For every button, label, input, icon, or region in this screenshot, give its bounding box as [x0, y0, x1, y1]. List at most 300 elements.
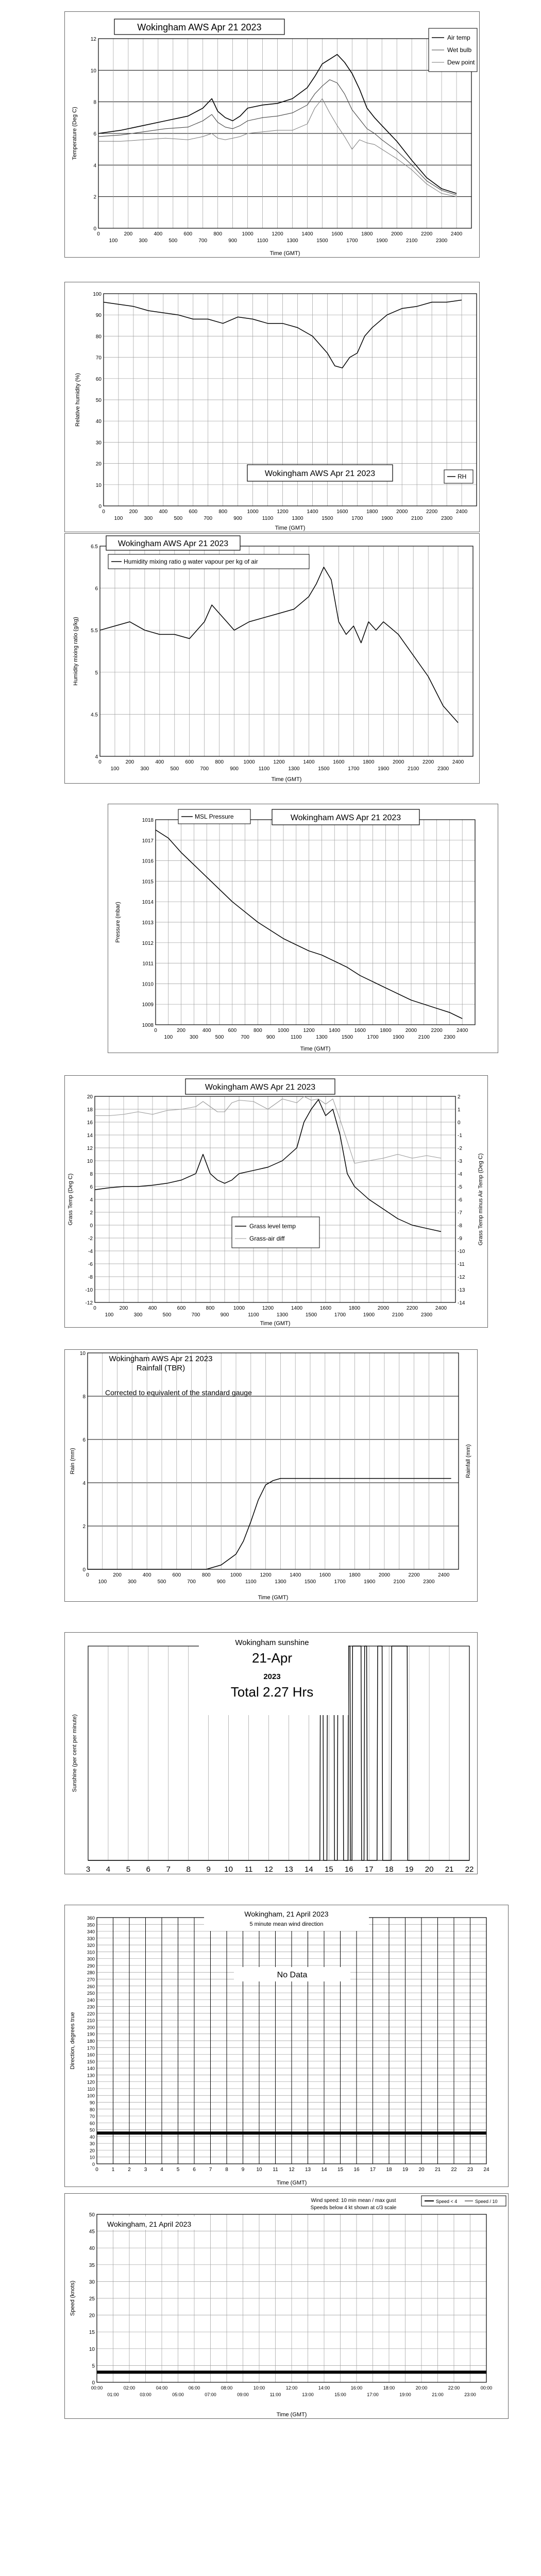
y-tick-label: 8: [90, 1172, 93, 1177]
legend-label: Wet bulb: [447, 46, 472, 54]
x-tick-label: 2300: [435, 238, 448, 244]
y-tick-label-right: -14: [458, 1300, 465, 1306]
y-axis-label: Sunshine (per cent per minute): [72, 1714, 78, 1792]
y-tick-label: 4: [90, 1197, 93, 1203]
y-tick-label: 4.5: [91, 712, 98, 718]
y-tick-label: 230: [87, 2004, 95, 2010]
y-tick-label: 290: [87, 1963, 95, 1969]
x-tick-label: 17: [369, 2167, 376, 2173]
x-tick-label: 400: [202, 1028, 211, 1033]
y-tick-label: 12: [87, 1146, 93, 1151]
x-tick-label: 21:00: [432, 2392, 444, 2397]
y-tick-label: 50: [89, 2127, 95, 2133]
y-tick-label-right: -6: [458, 1197, 462, 1203]
x-tick-label: 12: [289, 2167, 295, 2173]
chart-panel-wind-speed: [64, 2193, 509, 2419]
y-tick-label: 190: [87, 2031, 95, 2037]
x-tick-label: 1: [111, 2167, 115, 2173]
y-axis-label: Speed (knots): [70, 2280, 76, 2316]
y-tick-label: 10: [95, 482, 102, 488]
chart-panel-grass: [64, 1075, 488, 1328]
y-tick-label: 180: [87, 2039, 95, 2044]
y-tick-label: 30: [89, 2279, 95, 2285]
x-tick-label: 0: [97, 231, 100, 237]
chart-total: Total 2.27 Hrs: [230, 1684, 314, 1700]
legend-label: MSL Pressure: [195, 813, 234, 820]
y-tick-label-right: -5: [458, 1184, 462, 1190]
y-tick-label-right: -1: [458, 1133, 462, 1139]
x-tick-label: 900: [220, 1312, 229, 1318]
x-tick-label: 1600: [336, 509, 348, 515]
chart-annotation: Speeds below 4 kt shown at c/3 scale: [310, 2205, 397, 2211]
x-tick-label: 800: [218, 509, 228, 515]
chart-panel-wind-direction: [64, 1905, 509, 2187]
x-tick-label: 1000: [233, 1306, 245, 1311]
y-tick-label: 280: [87, 1970, 95, 1976]
x-tick-label: 1100: [291, 1035, 302, 1040]
x-tick-label: 700: [187, 1579, 196, 1585]
chart-year: 2023: [263, 1672, 281, 1681]
y-tick-label: 8: [93, 99, 96, 106]
x-tick-label: 13: [284, 1865, 293, 1874]
x-tick-label: 1600: [333, 759, 345, 765]
y-tick-label: 360: [87, 1916, 95, 1921]
y-tick-label: 20: [89, 2313, 95, 2319]
x-tick-label: 600: [172, 1572, 181, 1578]
x-tick-label: 10: [224, 1865, 233, 1874]
x-tick-label: 4: [160, 2167, 163, 2173]
x-tick-label: 1400: [303, 759, 315, 765]
x-tick-label: 800: [206, 1306, 215, 1311]
x-tick-label: 2100: [392, 1312, 404, 1318]
legend-label: RH: [458, 473, 467, 480]
x-tick-label: 1800: [380, 1028, 392, 1033]
y-tick-label: 150: [87, 2059, 95, 2064]
x-tick-label: 1500: [304, 1579, 316, 1585]
y-tick-label: 100: [93, 292, 102, 297]
y-tick-label: 8: [82, 1394, 86, 1400]
chart-rainfall: [65, 1350, 478, 1602]
y-tick-label: 2: [93, 194, 96, 200]
y-tick-label: 45: [89, 2229, 95, 2235]
x-tick-label: 22:00: [448, 2385, 460, 2391]
x-tick-label: 2300: [420, 1312, 433, 1318]
series-line-rainfall: [88, 1479, 451, 1569]
x-tick-label: 1700: [348, 766, 360, 772]
x-tick-label: 2400: [455, 509, 468, 515]
x-tick-label: 17:00: [367, 2392, 379, 2397]
x-tick-label: 08:00: [221, 2385, 233, 2391]
x-tick-label: 05:00: [172, 2392, 184, 2397]
x-tick-label: 1000: [242, 231, 253, 237]
chart-wind-direction: [65, 1905, 509, 2188]
y-axis-label-right: Rainfall (mm): [465, 1444, 471, 1478]
x-tick-label: 2000: [391, 231, 403, 237]
y-tick-label: 12: [90, 37, 96, 42]
y-tick-label-right: 2: [458, 1094, 461, 1100]
x-tick-label: 800: [213, 231, 223, 237]
x-tick-label: 100: [114, 516, 123, 521]
x-tick-label: 23:00: [464, 2392, 476, 2397]
x-tick-label: 1200: [262, 1306, 274, 1311]
x-axis-label: Time (GMT): [269, 250, 300, 257]
x-tick-label: 600: [183, 231, 193, 237]
chart-title: Wokingham AWS Apr 21 2023: [109, 1354, 213, 1363]
x-tick-label: 800: [215, 759, 224, 765]
y-tick-label: 10: [89, 2155, 95, 2160]
x-tick-label: 1800: [366, 509, 378, 515]
x-tick-label: 19: [404, 1865, 414, 1874]
x-tick-label: 700: [191, 1312, 200, 1318]
chart-title: Wokingham AWS Apr 21 2023: [137, 22, 262, 32]
x-tick-label: 1100: [257, 238, 268, 244]
x-tick-label: 2100: [418, 1035, 430, 1040]
legend-label: Grass-air diff: [249, 1235, 285, 1242]
x-tick-label: 12: [264, 1865, 273, 1874]
x-tick-label: 16: [353, 2167, 360, 2173]
x-axis-label: Time (GMT): [271, 776, 302, 783]
x-tick-label: 500: [157, 1579, 166, 1585]
x-tick-label: 5: [126, 1865, 131, 1874]
x-tick-label: 300: [128, 1579, 137, 1585]
y-tick-label: 40: [89, 2246, 95, 2252]
y-tick-label: 170: [87, 2045, 95, 2051]
x-tick-label: 400: [155, 759, 164, 765]
x-tick-label: 2400: [435, 1306, 447, 1311]
y-tick-label: 5.5: [91, 628, 98, 634]
x-tick-label: 1400: [301, 231, 313, 237]
chart-title: Wokingham, 21 April 2023: [107, 2220, 192, 2228]
y-tick-label: 2: [82, 1524, 86, 1530]
y-tick-label: -2: [88, 1236, 93, 1242]
chart-legend: [421, 2196, 506, 2206]
x-tick-label: 2200: [420, 231, 433, 237]
x-tick-label: 01:00: [107, 2392, 119, 2397]
x-tick-label: 00:00: [91, 2385, 103, 2391]
y-tick-label-right: -10: [458, 1249, 465, 1255]
y-tick-label: 0: [92, 2162, 95, 2167]
chart-panel-humidity: [64, 282, 480, 532]
x-tick-label: 9: [241, 2167, 245, 2173]
y-tick-label: 1015: [142, 879, 154, 885]
y-tick-label-right: 1: [458, 1107, 461, 1113]
x-tick-label: 4: [106, 1865, 111, 1874]
y-tick-label: 140: [87, 2066, 95, 2072]
x-tick-label: 2200: [406, 1306, 418, 1311]
x-tick-label: 1200: [260, 1572, 272, 1578]
x-tick-label: 13:00: [302, 2392, 314, 2397]
x-tick-label: 14:00: [318, 2385, 330, 2391]
x-tick-label: 20:00: [415, 2385, 428, 2391]
y-tick-label: 110: [87, 2086, 95, 2092]
y-tick-label: -6: [88, 1262, 93, 1267]
chart-title: Wokingham AWS Apr 21 2023: [264, 469, 376, 478]
x-axis-label: Time (GMT): [276, 2180, 307, 2186]
y-tick-label-right: -3: [458, 1159, 462, 1164]
x-tick-label: 16:00: [350, 2385, 363, 2391]
y-tick-label: 90: [89, 2100, 95, 2106]
chart-subtitle: 5 minute mean wind direction: [249, 1921, 324, 1927]
x-tick-label: 2200: [426, 509, 438, 515]
x-tick-label: 2200: [431, 1028, 443, 1033]
y-tick-label: 130: [87, 2073, 95, 2078]
x-tick-label: 500: [162, 1312, 172, 1318]
chart-panel-pressure: [108, 804, 498, 1053]
x-tick-label: 07:00: [205, 2392, 216, 2397]
legend-label: Dew point: [447, 59, 475, 66]
y-tick-label: 70: [95, 355, 102, 361]
x-tick-label: 1300: [288, 766, 300, 772]
x-tick-label: 1900: [381, 516, 393, 521]
x-tick-label: 100: [98, 1579, 107, 1585]
y-tick-label: 10: [90, 68, 96, 74]
x-tick-label: 24: [483, 2167, 489, 2173]
x-tick-label: 18: [386, 2167, 392, 2173]
y-tick-label: 340: [87, 1929, 95, 1935]
y-tick-label: 30: [95, 440, 102, 446]
x-tick-label: 1700: [346, 238, 358, 244]
y-tick-label-right: -12: [458, 1275, 465, 1280]
x-tick-label: 1600: [319, 1306, 332, 1311]
chart-subtitle: Wind speed: 10 min mean / max gust: [311, 2198, 396, 2204]
x-tick-label: 1200: [303, 1028, 315, 1033]
x-tick-label: 1600: [319, 1572, 331, 1578]
x-tick-label: 1300: [286, 238, 298, 244]
y-tick-label: 100: [87, 2093, 95, 2099]
x-tick-label: 1600: [331, 231, 343, 237]
x-tick-label: 1400: [291, 1306, 303, 1311]
x-tick-label: 1000: [247, 509, 259, 515]
x-tick-label: 03:00: [140, 2392, 151, 2397]
x-tick-label: 19:00: [399, 2392, 411, 2397]
chart-title: Wokingham sunshine: [235, 1638, 309, 1647]
y-tick-label: 16: [87, 1120, 93, 1126]
legend-label: Humidity mixing ratio g water vapour per kg of air: [124, 558, 258, 565]
x-tick-label: 100: [110, 766, 120, 772]
y-tick-label: 210: [87, 2018, 95, 2024]
x-tick-label: 00:00: [480, 2385, 493, 2391]
y-tick-label: 25: [89, 2296, 95, 2302]
chart-legend: [444, 470, 473, 483]
legend-label: Speed / 10: [475, 2199, 498, 2204]
y-tick-label: 120: [87, 2079, 95, 2085]
y-tick-label: 20: [87, 1094, 93, 1100]
x-tick-label: 2100: [393, 1579, 405, 1585]
y-tick-label: 6: [93, 131, 96, 137]
y-tick-label: 5: [95, 670, 98, 676]
x-tick-label: 100: [105, 1312, 114, 1318]
x-tick-label: 300: [139, 238, 148, 244]
x-tick-label: 16: [344, 1865, 353, 1874]
x-tick-label: 09:00: [237, 2392, 249, 2397]
y-tick-label-right: -2: [458, 1146, 462, 1151]
y-tick-label: 160: [87, 2052, 95, 2058]
y-tick-label: 14: [87, 1133, 93, 1139]
x-tick-label: 2400: [438, 1572, 450, 1578]
y-tick-label: 6: [95, 586, 98, 592]
x-axis-label: Time (GMT): [300, 1046, 331, 1052]
x-tick-label: 500: [170, 766, 179, 772]
legend-label: Grass level temp: [249, 1223, 296, 1230]
y-tick-label: -12: [85, 1300, 93, 1306]
y-tick-label: 250: [87, 1991, 95, 1996]
x-tick-label: 1800: [348, 1306, 361, 1311]
x-axis-label: Time (GMT): [275, 525, 306, 531]
x-tick-label: 14: [305, 1865, 313, 1874]
x-tick-label: 5: [176, 2167, 180, 2173]
chart-pressure: [108, 804, 499, 1054]
y-tick-label: 6: [82, 1437, 86, 1443]
y-tick-label: 220: [87, 2011, 95, 2016]
y-tick-label: 1009: [142, 1002, 154, 1008]
y-tick-label: 10: [89, 2346, 95, 2352]
x-axis-label: Time (GMT): [258, 1595, 289, 1601]
chart-panel-mixing-ratio: [64, 533, 480, 784]
x-tick-label: 2300: [423, 1579, 435, 1585]
x-tick-label: 3: [144, 2167, 147, 2173]
chart-legend: [108, 554, 309, 569]
y-tick-label: 0: [92, 2380, 95, 2386]
x-tick-label: 400: [148, 1306, 157, 1311]
x-tick-label: 14: [321, 2167, 327, 2173]
y-tick-label: 320: [87, 1943, 95, 1948]
y-tick-label: 1014: [142, 900, 154, 906]
x-tick-label: 3: [86, 1865, 91, 1874]
chart-sunshine: [65, 1633, 478, 1875]
y-tick-label: 20: [95, 461, 102, 467]
x-tick-label: 600: [228, 1028, 237, 1033]
y-tick-label: 15: [89, 2330, 95, 2336]
x-tick-label: 900: [216, 1579, 226, 1585]
x-tick-label: 1400: [329, 1028, 341, 1033]
x-tick-label: 800: [202, 1572, 211, 1578]
x-tick-label: 1000: [243, 759, 255, 765]
y-tick-label: 310: [87, 1950, 95, 1955]
chart-subtitle: Rainfall (TBR): [136, 1364, 185, 1372]
y-tick-label: 40: [95, 419, 102, 425]
y-axis-label: Direction, degrees true: [70, 2012, 76, 2070]
x-tick-label: 400: [159, 509, 168, 515]
y-tick-label: 330: [87, 1936, 95, 1941]
x-tick-label: 1500: [318, 766, 330, 772]
chart-annotation: No Data: [277, 1971, 308, 1979]
x-tick-label: 2100: [406, 238, 418, 244]
y-tick-label-right: 0: [458, 1120, 461, 1126]
x-tick-label: 700: [200, 766, 209, 772]
x-tick-label: 2400: [452, 759, 464, 765]
x-tick-label: 200: [129, 509, 138, 515]
x-tick-label: 1800: [349, 1572, 361, 1578]
chart-title: Wokingham AWS Apr 21 2023: [117, 539, 229, 548]
y-tick-label: -4: [88, 1249, 93, 1255]
x-tick-label: 1200: [273, 759, 285, 765]
x-tick-label: 300: [190, 1035, 198, 1040]
x-tick-label: 600: [185, 759, 194, 765]
y-tick-label: 6: [90, 1184, 93, 1190]
y-tick-label: 60: [95, 376, 102, 382]
x-tick-label: 1300: [275, 1579, 286, 1585]
y-tick-label: 200: [87, 2025, 95, 2030]
x-tick-label: 1900: [378, 766, 390, 772]
legend-label: Air temp: [447, 34, 470, 41]
x-tick-label: 2100: [411, 516, 423, 521]
y-tick-label: 240: [87, 1997, 95, 2003]
chart-annotation: Corrected to equivalent of the standard gauge: [105, 1388, 252, 1397]
x-tick-label: 0: [93, 1306, 96, 1311]
x-tick-label: 10: [256, 2167, 262, 2173]
x-tick-label: 6: [146, 1865, 151, 1874]
y-tick-label: 1011: [142, 961, 154, 967]
x-tick-label: 2000: [377, 1306, 390, 1311]
x-tick-label: 600: [189, 509, 198, 515]
chart-panel-temperature: [64, 11, 480, 258]
chart-temperature: [65, 12, 480, 258]
x-tick-label: 22: [465, 1865, 474, 1874]
x-tick-label: 1200: [277, 509, 289, 515]
y-tick-label-right: -9: [458, 1236, 462, 1242]
x-tick-label: 2200: [422, 759, 434, 765]
y-axis-label: Temperature (Deg C): [72, 107, 78, 160]
y-tick-label: 260: [87, 1984, 95, 1989]
x-tick-label: 1700: [367, 1035, 379, 1040]
y-tick-label: 70: [89, 2114, 95, 2120]
y-tick-label: 0: [90, 1223, 93, 1229]
x-tick-label: 1000: [230, 1572, 242, 1578]
y-tick-label: 350: [87, 1922, 95, 1928]
x-tick-label: 700: [198, 238, 208, 244]
x-tick-label: 1700: [334, 1579, 346, 1585]
y-tick-label: 60: [89, 2121, 95, 2126]
y-tick-label-right: -7: [458, 1210, 462, 1216]
chart-title: Wokingham AWS Apr 21 2023: [205, 1083, 316, 1092]
x-tick-label: 6: [193, 2167, 196, 2173]
y-axis-label: Pressure (mbar): [115, 902, 121, 943]
x-tick-label: 0: [95, 2167, 98, 2173]
x-tick-label: 2300: [444, 1035, 455, 1040]
x-tick-label: 02:00: [123, 2385, 136, 2391]
x-tick-label: 15: [337, 2167, 344, 2173]
x-tick-label: 7: [166, 1865, 171, 1874]
x-tick-label: 2400: [457, 1028, 468, 1033]
x-tick-label: 100: [109, 238, 118, 244]
x-tick-label: 21: [434, 2167, 441, 2173]
y-axis-label: Humidity mixing ratio (g/kg): [73, 617, 79, 686]
chart-mixing-ratio: [65, 534, 480, 784]
y-tick-label: 1018: [142, 818, 154, 823]
x-tick-label: 1700: [351, 516, 363, 521]
x-tick-label: 500: [215, 1035, 224, 1040]
x-tick-label: 200: [124, 231, 133, 237]
x-tick-label: 2000: [405, 1028, 417, 1033]
y-tick-label: 4: [82, 1481, 86, 1486]
x-tick-label: 9: [206, 1865, 211, 1874]
x-tick-label: 2000: [396, 509, 408, 515]
x-tick-label: 1200: [272, 231, 283, 237]
x-tick-label: 13: [305, 2167, 311, 2173]
x-tick-label: 19: [402, 2167, 409, 2173]
y-tick-label: 80: [89, 2107, 95, 2112]
x-tick-label: 400: [142, 1572, 151, 1578]
y-tick-label: 1008: [142, 1023, 154, 1028]
y-tick-label: 1013: [142, 920, 154, 926]
y-tick-label: -10: [85, 1287, 93, 1293]
x-tick-label: 20: [418, 2167, 425, 2173]
x-tick-label: 900: [266, 1035, 275, 1040]
x-tick-label: 2400: [450, 231, 463, 237]
chart-grass: [65, 1076, 488, 1328]
y-tick-label: -8: [88, 1275, 93, 1280]
y-tick-label: 40: [89, 2134, 95, 2140]
